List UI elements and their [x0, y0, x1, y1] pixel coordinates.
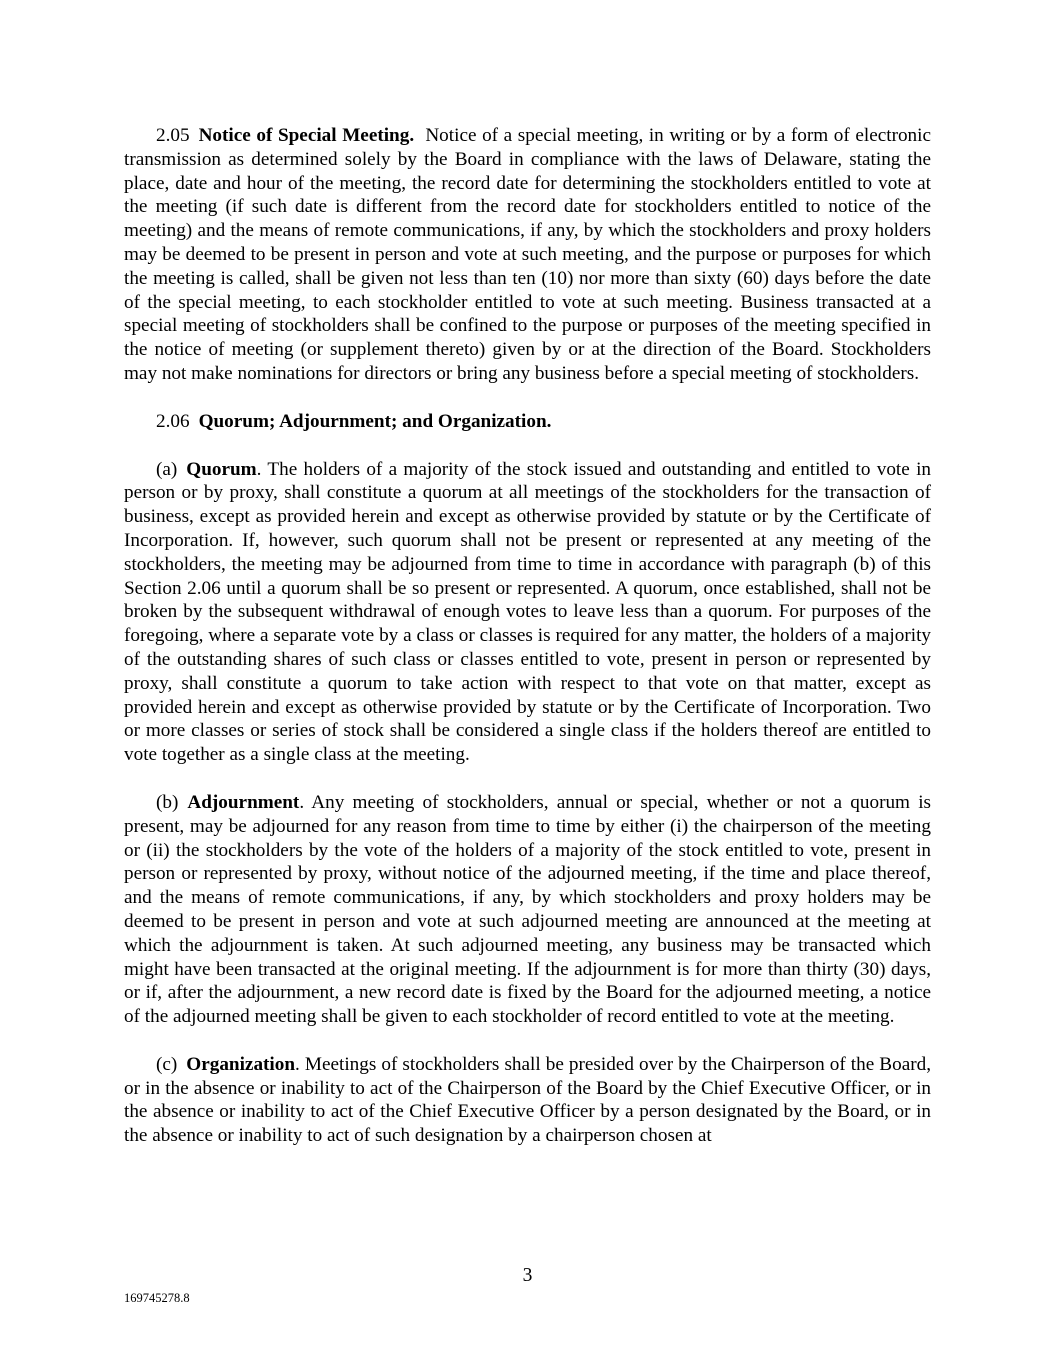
subsection-body: . The holders of a majority of the stock issued and outstanding and entitled to vote in person or by proxy, shall constitute a quorum at all meetings of the stockholders for the transaction of business, except as provided herein and except as otherwise provided by statute or by the Certificate of Incorporation. If, however, such quorum shall not be present or represented at any meeting of the stockholders, the meeting may be adjourned from time to time in accordance with paragraph (b) of this Section 2.06 until a quorum shall be so present or represented. A quorum, once established, shall not be broken by the subsequent withdrawal of enough votes to leave less than a quorum. For purposes of the foregoing, where a separate vote by a class or classes is required for any matter, the holders of a majority of the outstanding shares of such class or classes entitled to vote, present in person or represented by proxy, shall constitute a quorum to take action with respect to that vote on that matter, except as provided herein and except as otherwise provided by statute or by the Certificate of Incorporation. Two or more classes or series of stock shall be considered a single class if the holders thereof are entitled to vote together as a single class at the meeting.: [124, 458, 931, 766]
subsection-title: Adjournment: [187, 791, 300, 813]
document-page: [124, 124, 931, 1172]
subsection-label: (b): [156, 791, 179, 813]
subsection-a-paragraph: [124, 458, 931, 767]
subsection-body: . Meetings of stockholders shall be presided over by the Chairperson of the Board, or in the absence or inability to act of the Chairperson of the Board by the Chief Executive Officer, or in the absence or inability to act of the Chief Executive Officer by a person designated by the Board, or in the absence or inability to act of such designation by a chairperson chosen at: [124, 1053, 931, 1147]
section-2-06-heading: [124, 410, 931, 434]
section-title: Notice of Special Meeting.: [198, 125, 415, 146]
subsection-body: . Any meeting of stockholders, annual or special, whether or not a quorum is present, may be adjourned for any reason from time to time by either (i) the chairperson of the meeting or (ii) the stockholders by the vote of the holders of a majority of the stock entitled to vote, present in person or represented by proxy, without notice of the adjourned meeting, if the time and place thereof, and the means of remote communications, if any, by which stockholders and proxy holders may be deemed to be present in person and vote at such adjourned meeting are announced at the meeting at which the adjournment is taken. At such adjourned meeting, any business may be transacted which might have been transacted at the original meeting. If the adjournment is for more than thirty (30) days, or if, after the adjournment, a new record date is fixed by the Board for the adjourned meeting, a notice of the adjourned meeting shall be given to each stockholder of record entitled to vote at the meeting.: [124, 791, 931, 1028]
subsection-label: (c): [156, 1053, 178, 1075]
subsection-c-paragraph: [124, 1053, 931, 1148]
section-number: 2.06: [156, 410, 190, 432]
subsection-title: Quorum: [186, 458, 257, 480]
section-title: Quorum; Adjournment; and Organization.: [198, 410, 552, 432]
section-body: Notice of a special meeting, in writing or by a form of electronic transmission as determined solely by the Board in compliance with the laws of Delaware, stating the place, date and hour of the meeting, the record date for determining the stockholders entitled to vote at the meeting (if such date is different from the record date for stockholders entitled to notice of the meeting) and the means of remote communications, if any, by which the stockholders and proxy holders may be deemed to be present in person and vote at such meeting, and the purpose or purposes for which the meeting is called, shall be given not less than ten (10) nor more than sixty (60) days before the date of the special meeting, to each stockholder entitled to vote at such meeting. Business transacted at a special meeting of stockholders shall be confined to the purpose or purposes of the meeting specified in the notice of meeting (or supplement thereto) given by or at the direction of the Board. Stockholders may not make nominations for directors or bring any business before a special meeting of stockholders.: [124, 125, 931, 384]
subsection-b-paragraph: [124, 791, 931, 1029]
section-2-05-paragraph: [124, 124, 931, 386]
document-id: 169745278.8: [124, 1291, 190, 1305]
subsection-label: (a): [156, 458, 178, 480]
page-number: 3: [522, 1265, 533, 1286]
section-number: 2.05: [156, 125, 190, 146]
subsection-title: Organization: [186, 1053, 296, 1075]
